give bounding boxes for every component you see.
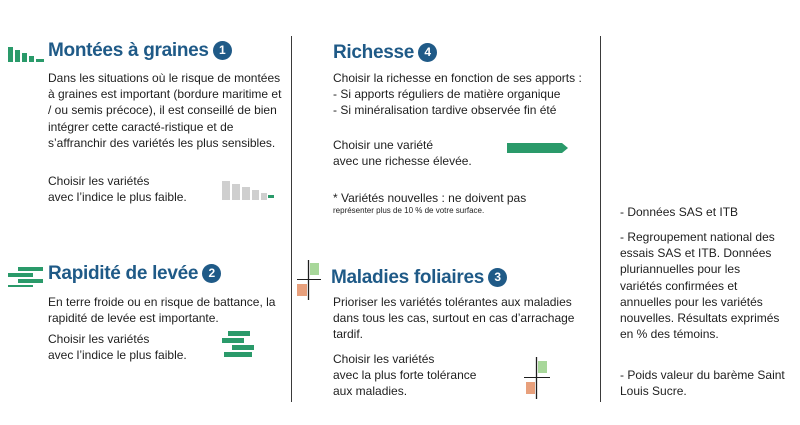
rapidite-advice-line2: avec l’indice le plus faible. — [48, 348, 187, 363]
maladies-advice-line2: avec la plus forte tolérance — [333, 368, 477, 383]
richesse-badge: 4 — [418, 43, 437, 62]
maladies-title-text: Maladies foliaires — [331, 267, 485, 288]
sources-item: - Regroupement national des essais SAS et ITB. Données pluriannuelles pour les variétés confirmées et annuelles pour les variétés nouvelles. Résultats exprimés en % des témoins. — [620, 230, 780, 342]
montees-title — [48, 40, 232, 62]
tolerance-scale-icon — [524, 357, 550, 399]
montees-badge: 1 — [213, 41, 232, 60]
descending-bars-icon — [8, 45, 44, 62]
montees-title-text: Montées à graines — [48, 40, 209, 61]
richesse-note: * Variétés nouvelles : ne doivent pas — [333, 191, 527, 205]
maladies-badge: 3 — [488, 268, 507, 287]
richesse-title-text: Richesse — [333, 42, 415, 63]
richesse-advice-line2: avec une richesse élevée. — [333, 154, 472, 169]
maladies-advice-line1: Choisir les variétés — [333, 352, 435, 366]
rapidite-advice — [48, 331, 218, 363]
column-divider — [291, 36, 292, 402]
richesse-bullet: - Si minéralisation tardive observée fin été — [333, 103, 557, 118]
sources-item: - Poids valeur du barème Saint Louis Sucre. — [620, 368, 785, 399]
montees-body: Dans les situations où le risque de montées à graines est important (bordure maritime et / ou semis précoce), il est conseillé de bien intégrer cette caracté-ristique et de s’affranchir des variétés les plus sensibles. — [48, 71, 282, 150]
montees-advice — [48, 173, 218, 205]
maladies-body: Prioriser les variétés tolérantes aux maladies dans tous les cas, surtout en cas d’arrachage tardif. — [333, 295, 575, 342]
gray-descending-bars-icon — [222, 181, 274, 200]
arrow-bar-icon — [507, 142, 568, 154]
richesse-title — [333, 42, 437, 64]
richesse-advice — [333, 137, 503, 169]
richesse-intro: Choisir la richesse en fonction de ses apports : — [333, 71, 582, 85]
staggered-bars-icon — [8, 267, 43, 287]
sources-item: - Données SAS et ITB — [620, 205, 739, 219]
staggered-bars-icon — [222, 331, 257, 357]
montees-advice-line2: avec l’indice le plus faible. — [48, 190, 187, 205]
rapidite-title-text: Rapidité de levée — [48, 263, 199, 284]
maladies-title — [331, 267, 507, 289]
rapidite-advice-line1: Choisir les variétés — [48, 332, 150, 346]
montees-advice-line1: Choisir les variétés — [48, 174, 150, 188]
column-divider — [600, 36, 601, 402]
rapidite-badge: 2 — [202, 264, 221, 283]
rapidite-title — [48, 263, 221, 285]
richesse-advice-line1: Choisir une variété — [333, 138, 434, 152]
rapidite-body: En terre froide ou en risque de battance, la rapidité de levée est importante. — [48, 295, 276, 326]
richesse-list — [333, 70, 583, 119]
richesse-note-small: représenter plus de 10 % de votre surface. — [333, 206, 485, 215]
maladies-advice-line3: aux maladies. — [333, 384, 408, 399]
richesse-bullet: - Si apports réguliers de matière organique — [333, 87, 561, 102]
maladies-advice — [333, 351, 513, 400]
tolerance-scale-icon — [297, 260, 321, 300]
